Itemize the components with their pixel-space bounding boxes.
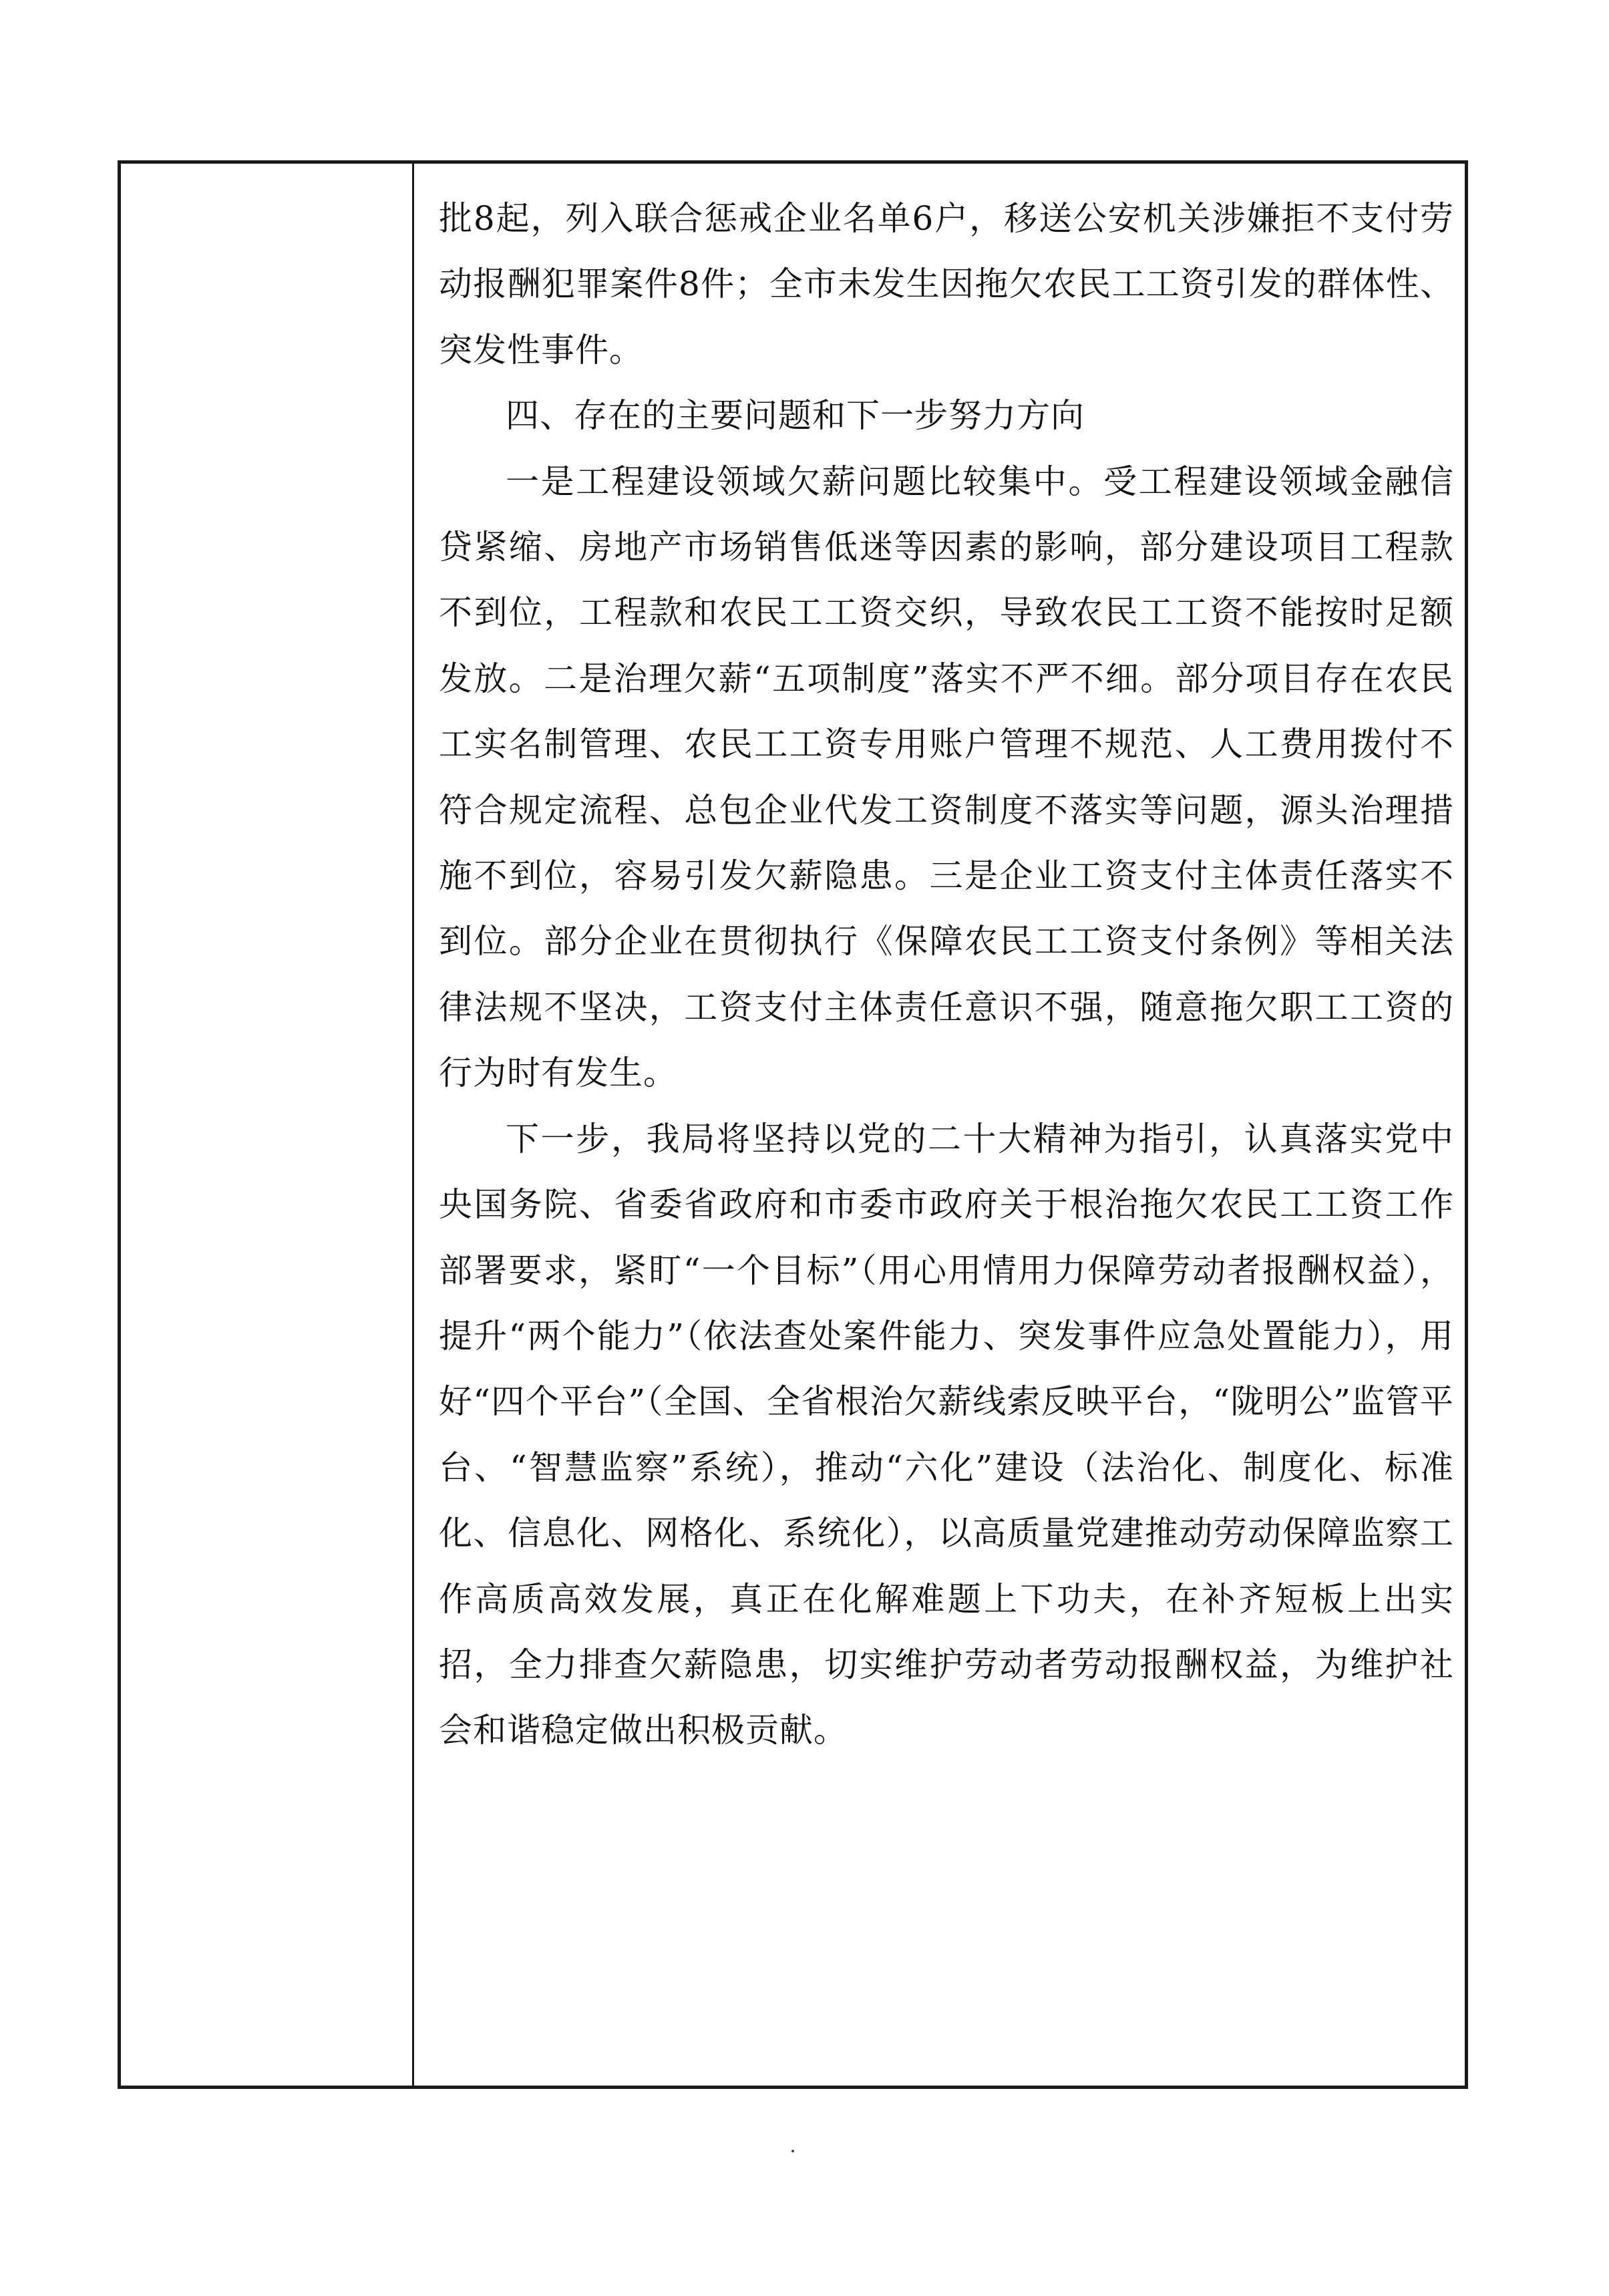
- paragraph-continuation: 批8起，列入联合惩戒企业名单6户，移送公安机关涉嫌拒不支付劳动报酬犯罪案件8件；全市未发生因拖欠农民工工资引发的群体性、突发性事件。: [439, 199, 1454, 369]
- scan-artifact-dot: [791, 2150, 794, 2152]
- content-cell: [439, 186, 1454, 1764]
- column-divider: [412, 164, 414, 2086]
- form-table: [118, 160, 1468, 2089]
- paragraph-next-steps: 下一步，我局将坚持以党的二十大精神为指引，认真落实党中央国务院、省委省政府和市委市政府关于根治拖欠农民工工资工作部署要求，紧盯“一个目标”（用心用情用力保障劳动者报酬权益），提升“两个能力”（依法查处案件能力、突发事件应急处置能力），用好“四个平台”（全国、全省根治欠薪线索反映平台，“陇明公”监管平台、“智慧监察”系统），推动“六化”建设（法治化、制度化、标准化、信息化、网格化、系统化），以高质量党建推动劳动保障监察工作高质高效发展，真正在化解难题上下功夫，在补齐短板上出实招，全力排查欠薪隐患，切实维护劳动者劳动报酬权益，为维护社会和谐稳定做出积极贡献。: [439, 1119, 1454, 1750]
- paragraph-problems: 一是工程建设领域欠薪问题比较集中。受工程建设领域金融信贷紧缩、房地产市场销售低迷等因素的影响，部分建设项目工程款不到位，工程款和农民工工资交织，导致农民工工资不能按时足额发放。二是治理欠薪“五项制度”落实不严不细。部分项目存在农民工实名制管理、农民工工资专用账户管理不规范、人工费用拨付不符合规定流程、总包企业代发工资制度不落实等问题，源头治理措施不到位，容易引发欠薪隐患。三是企业工资支付主体责任落实不到位。部分企业在贯彻执行《保障农民工工资支付条例》等相关法律法规不坚决，工资支付主体责任意识不强，随意拖欠职工工资的行为时有发生。: [439, 462, 1454, 1093]
- section-heading: 四、存在的主要问题和下一步努力方向: [506, 396, 1085, 436]
